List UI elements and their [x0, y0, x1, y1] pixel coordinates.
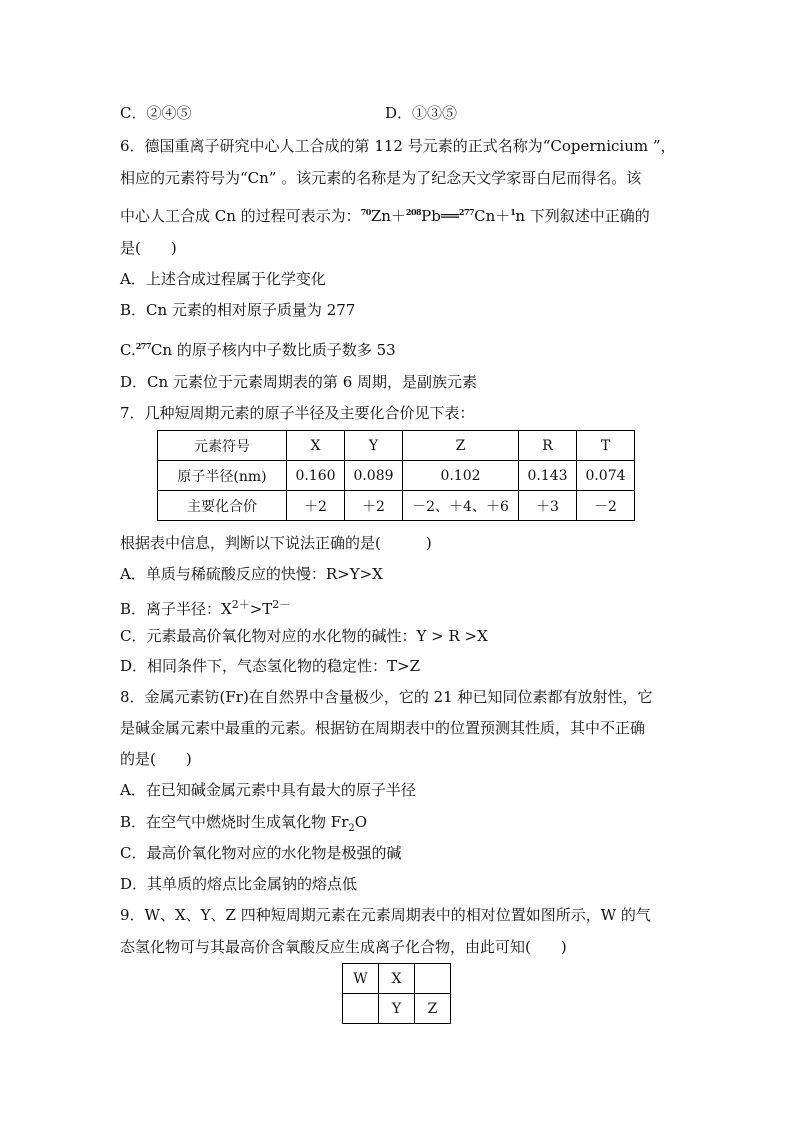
q6-option-c-label: C.	[120, 341, 136, 359]
table-cell: 0.143	[519, 461, 577, 491]
q8-option-a: A．在已知碱金属元素中具有最大的原子半径	[120, 781, 416, 799]
q6-line3-tail: n 下列叙述中正确的	[515, 207, 650, 225]
isotope-mass-zn: 70	[360, 207, 371, 217]
q7-option-b	[120, 595, 290, 619]
table-header-cell: Y	[345, 431, 403, 461]
grid-row	[343, 994, 451, 1024]
table-cell: ＋2	[345, 491, 403, 521]
q7-question: 根据表中信息，判断以下说法正确的是( )	[120, 534, 432, 552]
table-cell: 0.074	[577, 461, 635, 491]
subscript-2: 2	[348, 823, 355, 834]
q6-option-d: D．Cn 元素位于元素周期表的第 6 周期，是副族元素	[120, 373, 478, 391]
table-header-cell: X	[287, 431, 345, 461]
q9-stem-line-2: 态氢化物可与其最高价含氧酸反应生成离子化合物，由此可知( )	[120, 938, 567, 956]
q9-periodic-grid	[342, 963, 451, 1024]
isotope-mass-n: 1	[510, 207, 516, 217]
table-cell: 0.089	[345, 461, 403, 491]
q7-stem: 7．几种短周期元素的原子半径及主要化合价见下表：	[120, 404, 475, 422]
element-cn: Cn＋	[474, 207, 511, 225]
q8-option-b-text: B．在空气中燃烧时生成氧化物 Fr	[120, 813, 349, 831]
q8-option-b-tail: O	[354, 813, 368, 831]
table-header-cell: R	[519, 431, 577, 461]
grid-cell-empty	[415, 964, 451, 994]
table-row	[158, 491, 635, 521]
q5-option-d: D．①③⑤	[385, 104, 458, 122]
grid-cell-y: Y	[379, 994, 415, 1024]
table-cell: 0.160	[287, 461, 345, 491]
q7-option-d: D．相同条件下，气态氢化物的稳定性：T>Z	[120, 657, 421, 675]
table-cell: ＋3	[519, 491, 577, 521]
q6-option-a: A．上述合成过程属于化学变化	[120, 270, 326, 288]
q8-stem-line-3: 的是( )	[120, 750, 192, 768]
table-header-cell: Z	[403, 431, 519, 461]
table-header-row	[158, 431, 635, 461]
q7-option-b-mid: >T	[249, 600, 273, 618]
table-cell: －2、＋4、＋6	[403, 491, 519, 521]
table-cell: 原子半径(nm)	[158, 461, 287, 491]
q8-option-b	[120, 812, 367, 839]
q7-option-a: A．单质与稀硫酸反应的快慢：R>Y>X	[120, 565, 383, 583]
q9-stem-line-1: 9．W、X、Y、Z 四种短周期元素在元素周期表中的相对位置如图所示，W 的气	[120, 906, 651, 924]
q5-option-c	[120, 103, 458, 123]
q6-stem-line-3	[120, 202, 650, 226]
isotope-mass-cn: 277	[458, 207, 475, 217]
table-header-cell: T	[577, 431, 635, 461]
ion-charge-x: 2＋	[231, 598, 250, 611]
q6-line3-text: 中心人工合成 Cn 的过程可表示为：	[120, 207, 361, 225]
q6-stem-line-4: 是( )	[120, 239, 177, 257]
q6-option-c	[120, 336, 396, 360]
q6-option-b: B．Cn 元素的相对原子质量为 277	[120, 301, 356, 319]
q6-option-c-text: Cn 的原子核内中子数比质子数多 53	[150, 341, 396, 359]
q8-option-c: C．最高价氧化物对应的水化物是极强的碱	[120, 844, 402, 862]
q7-option-c: C．元素最高价氧化物对应的水化物的碱性：Y > R >X	[120, 627, 488, 645]
ion-charge-t: 2－	[272, 598, 291, 611]
grid-cell-z: Z	[415, 994, 451, 1024]
grid-row	[343, 964, 451, 994]
element-zn: Zn＋	[370, 207, 406, 225]
q7-option-b-text: B．离子半径：X	[120, 600, 232, 618]
table-cell: 主要化合价	[158, 491, 287, 521]
table-cell: －2	[577, 491, 635, 521]
table-cell: ＋2	[287, 491, 345, 521]
table-row	[158, 461, 635, 491]
isotope-mass-pb: 208	[405, 207, 422, 217]
q8-stem-line-2: 是碱金属元素中最重的元素。根据钫在周期表中的位置预测其性质，其中不正确	[120, 719, 646, 737]
q6-stem-line-1: 6．德国重离子研究中心人工合成的第 112 号元素的正式名称为“Copernicium ”，	[120, 137, 676, 155]
q6-stem-line-2: 相应的元素符号为“Cn” 。该元素的名称是为了纪念天文学家哥白尼而得名。该	[120, 169, 642, 187]
table-header-cell: 元素符号	[158, 431, 287, 461]
grid-cell-w: W	[343, 964, 379, 994]
q8-option-d: D．其单质的熔点比金属钠的熔点低	[120, 875, 358, 893]
element-pb: Pb══	[421, 207, 459, 225]
q8-stem-line-1: 8．金属元素钫(Fr)在自然界中含量极少，它的 21 种已知同位素都有放射性，它	[120, 688, 653, 706]
isotope-mass-cn-option: 277	[135, 341, 151, 351]
grid-cell-empty	[343, 994, 379, 1024]
grid-cell-x: X	[379, 964, 415, 994]
table-cell: 0.102	[403, 461, 519, 491]
q5-option-c-text: C．②④⑤	[120, 104, 192, 122]
q7-element-table	[157, 430, 635, 521]
